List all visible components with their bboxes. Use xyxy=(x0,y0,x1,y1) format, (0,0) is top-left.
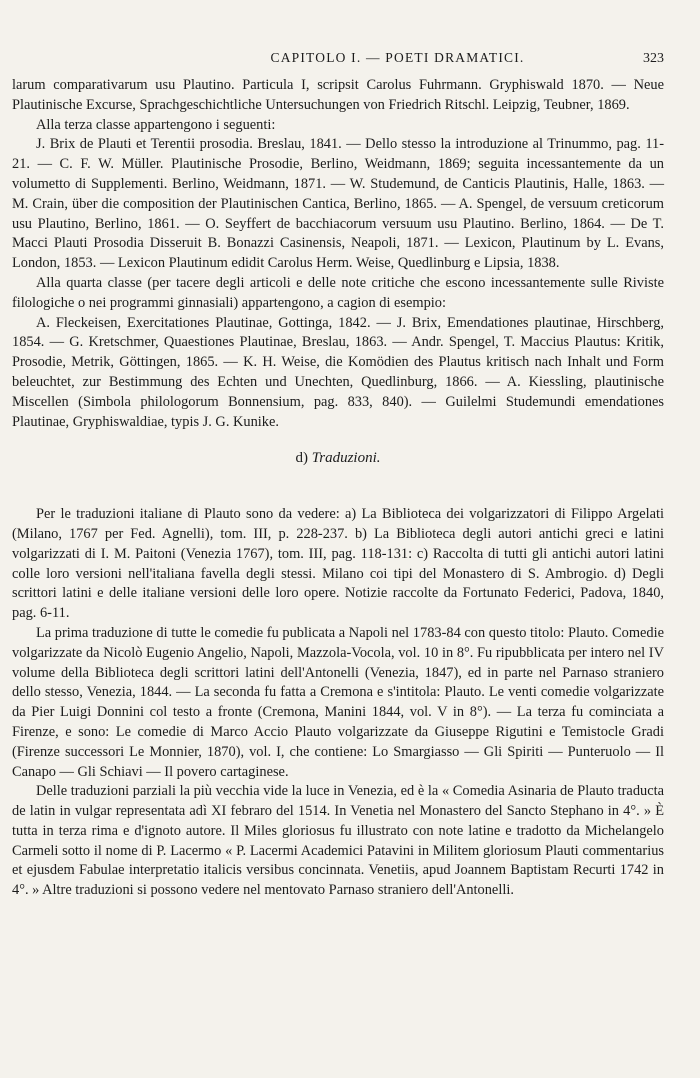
paragraph-third-class-intro: Alla terza classe appartengono i seguenti: xyxy=(36,116,276,133)
section-marker: d) xyxy=(295,450,308,467)
paragraph-continuation: larum comparativarum usu Plautino. Particula I, scripsit Carolus Fuhrmann. Gryphiswald 1870. — Neue Plautinische Excurse, Sprachgeschichtliche Untersuchungen von Friedrich Ritschl. Leipzig, Teubner, 1869. xyxy=(12,77,664,113)
section-heading xyxy=(12,449,664,469)
running-title: CAPITOLO I. — POETI DRAMATICI. xyxy=(270,50,525,65)
paragraph-fourth-class-list: A. Fleckeisen, Exercitationes Plautinae, Gottinga, 1842. — J. Brix, Emendationes plautinae, Hirschberg, 1854. — G. Kretschmer, Quaestiones Plautinae, Breslau, 1863. — Andr. Spengel, T. Maccius Plautus: Kritik, Prosodie, Metrik, Göttingen, 1865. — K. H. Weise, die Komödien des Plautus kritisch nach Inhalt und Form beleuchtet, zur Bestimmung des Echten und Unechten, Quedlinburg, 1866. — A. Kiessling, plautinische Miscellen (Simbola philologorum Bonnensium, pag. 833, 840). — Guilelmi Studemundi emendationes Plautinae, Gryphiswaldiae, typis J. G. Kunike. xyxy=(12,314,664,430)
paragraph-partial-translations: Delle traduzioni parziali la più vecchia vide la luce in Venezia, ed è la « Comedia Asinaria de Plauto traducta de latin in vulgar representata adì XI febraro del 1514. In Venetia nel Monastero del Sancto Stephano in 4°. » È tutta in terza rima e d'ignoto autore. Il Miles gloriosus fu illustrato con note latine e tradotto da Michelangelo Carmeli sotto il nome di P. Lacermo « P. Lacermi Academici Patavini in Militem gloriosum Plauti commentarius et ejusdem Fabulae interpretatio italicis versibus concinnata. Venetiis, apud Joannem Baptistam Recurti 1742 in 4°. » Altre traduzioni si possono vedere nel mentovato Parnaso straniero dell'Antonelli. xyxy=(12,783,664,899)
page-body xyxy=(12,76,664,901)
paragraph-translations-sources: Per le traduzioni italiane di Plauto sono da vedere: a) La Biblioteca dei volgarizzatori di Filippo Argelati (Milano, 1767 per Fed. Agnelli), tom. III, p. 228-237. b) La Biblioteca degli autori antichi greci e latini volgarizzati di I. M. Paitoni (Venezia 1767), tom. III, pag. 118-131: c) Raccolta di tutti gli antichi autori latini colle loro versioni nell'italiana favella degli stessi. Milano coi tipi del Monastero di S. Ambrogio. d) Degli scrittori latini e delle italiane versioni delle loro opere. Notizie raccolte da Fortunato Federici, Padova, 1840, pag. 6-11. xyxy=(12,506,664,622)
paragraph-complete-translations: La prima traduzione di tutte le comedie fu publicata a Napoli nel 1783-84 con questo titolo: Plauto. Comedie volgarizzate da Nicolò Eugenio Angelio, Napoli, Mazzola-Vocola, vol. 10 in 8°. Fu ripubblicata per intero nel IV volume della Biblioteca degli scrittori latini dell'Antonelli (Venezia, 1847), ed in parte nel Parnaso straniero dello stesso, Venezia, 1844. — La seconda fu fatta a Cremona e s'intitola: Plauto. Le venti comedie volgarizzate da Pier Luigi Donnini col testo a fronte (Cremona, Manini 1844, vol. V in 8°). — La terza fu cominciata a Firenze, e sono: Le comedie di Marco Accio Plauto volgarizzate da Giuseppe Rigutini e Temistocle Gradi (Firenze successori Le Monnier, 1870), vol. I, che contiene: Lo Smargiasso — Gli Spiriti — Punteruolo — Il Canapo — Gli Schiavi — Il povero cartaginese. xyxy=(12,624,664,780)
running-header xyxy=(12,50,664,76)
page-number: 323 xyxy=(643,51,664,66)
section-title: Traduzioni. xyxy=(311,450,381,467)
paragraph-fourth-class-intro: Alla quarta classe (per tacere degli articoli e delle note critiche che escono incessantemente sulle Riviste filologiche o nei programmi ginnasiali) appartengono, a cagion di esempio: xyxy=(12,274,664,311)
paragraph-third-class-list: J. Brix de Plauti et Terentii prosodia. Breslau, 1841. — Dello stesso la introduzione al Trinummo, pag. 11-21. — C. F. W. Müller. Plautinische Prosodie, Berlino, Weidmann, 1869; seguita incessantemente da un volumetto di Supplementi. Berlino, Weidmann, 1871. — W. Studemund, de Canticis Plautinis, Halle, 1863. — M. Crain, über die composition der Plautinischen Cantica, Berlino, 1865. — A. Spengel, de versuum creticorum usu Plautino, Berlino, 1861. — O. Seyffert de bacchiacorum versuum usu Plautino. Berlino, 1864. — De T. Macci Plauti Prosodia Disseruit B. Bonazzi Casinensis, Neapoli, 1871. — Lexicon, Plautinum by L. Evans, London, 1853. — Lexicon Plautinum edidit Carolus Herm. Weise, Quedlinburg e Lipsia, 1838. xyxy=(12,136,664,272)
